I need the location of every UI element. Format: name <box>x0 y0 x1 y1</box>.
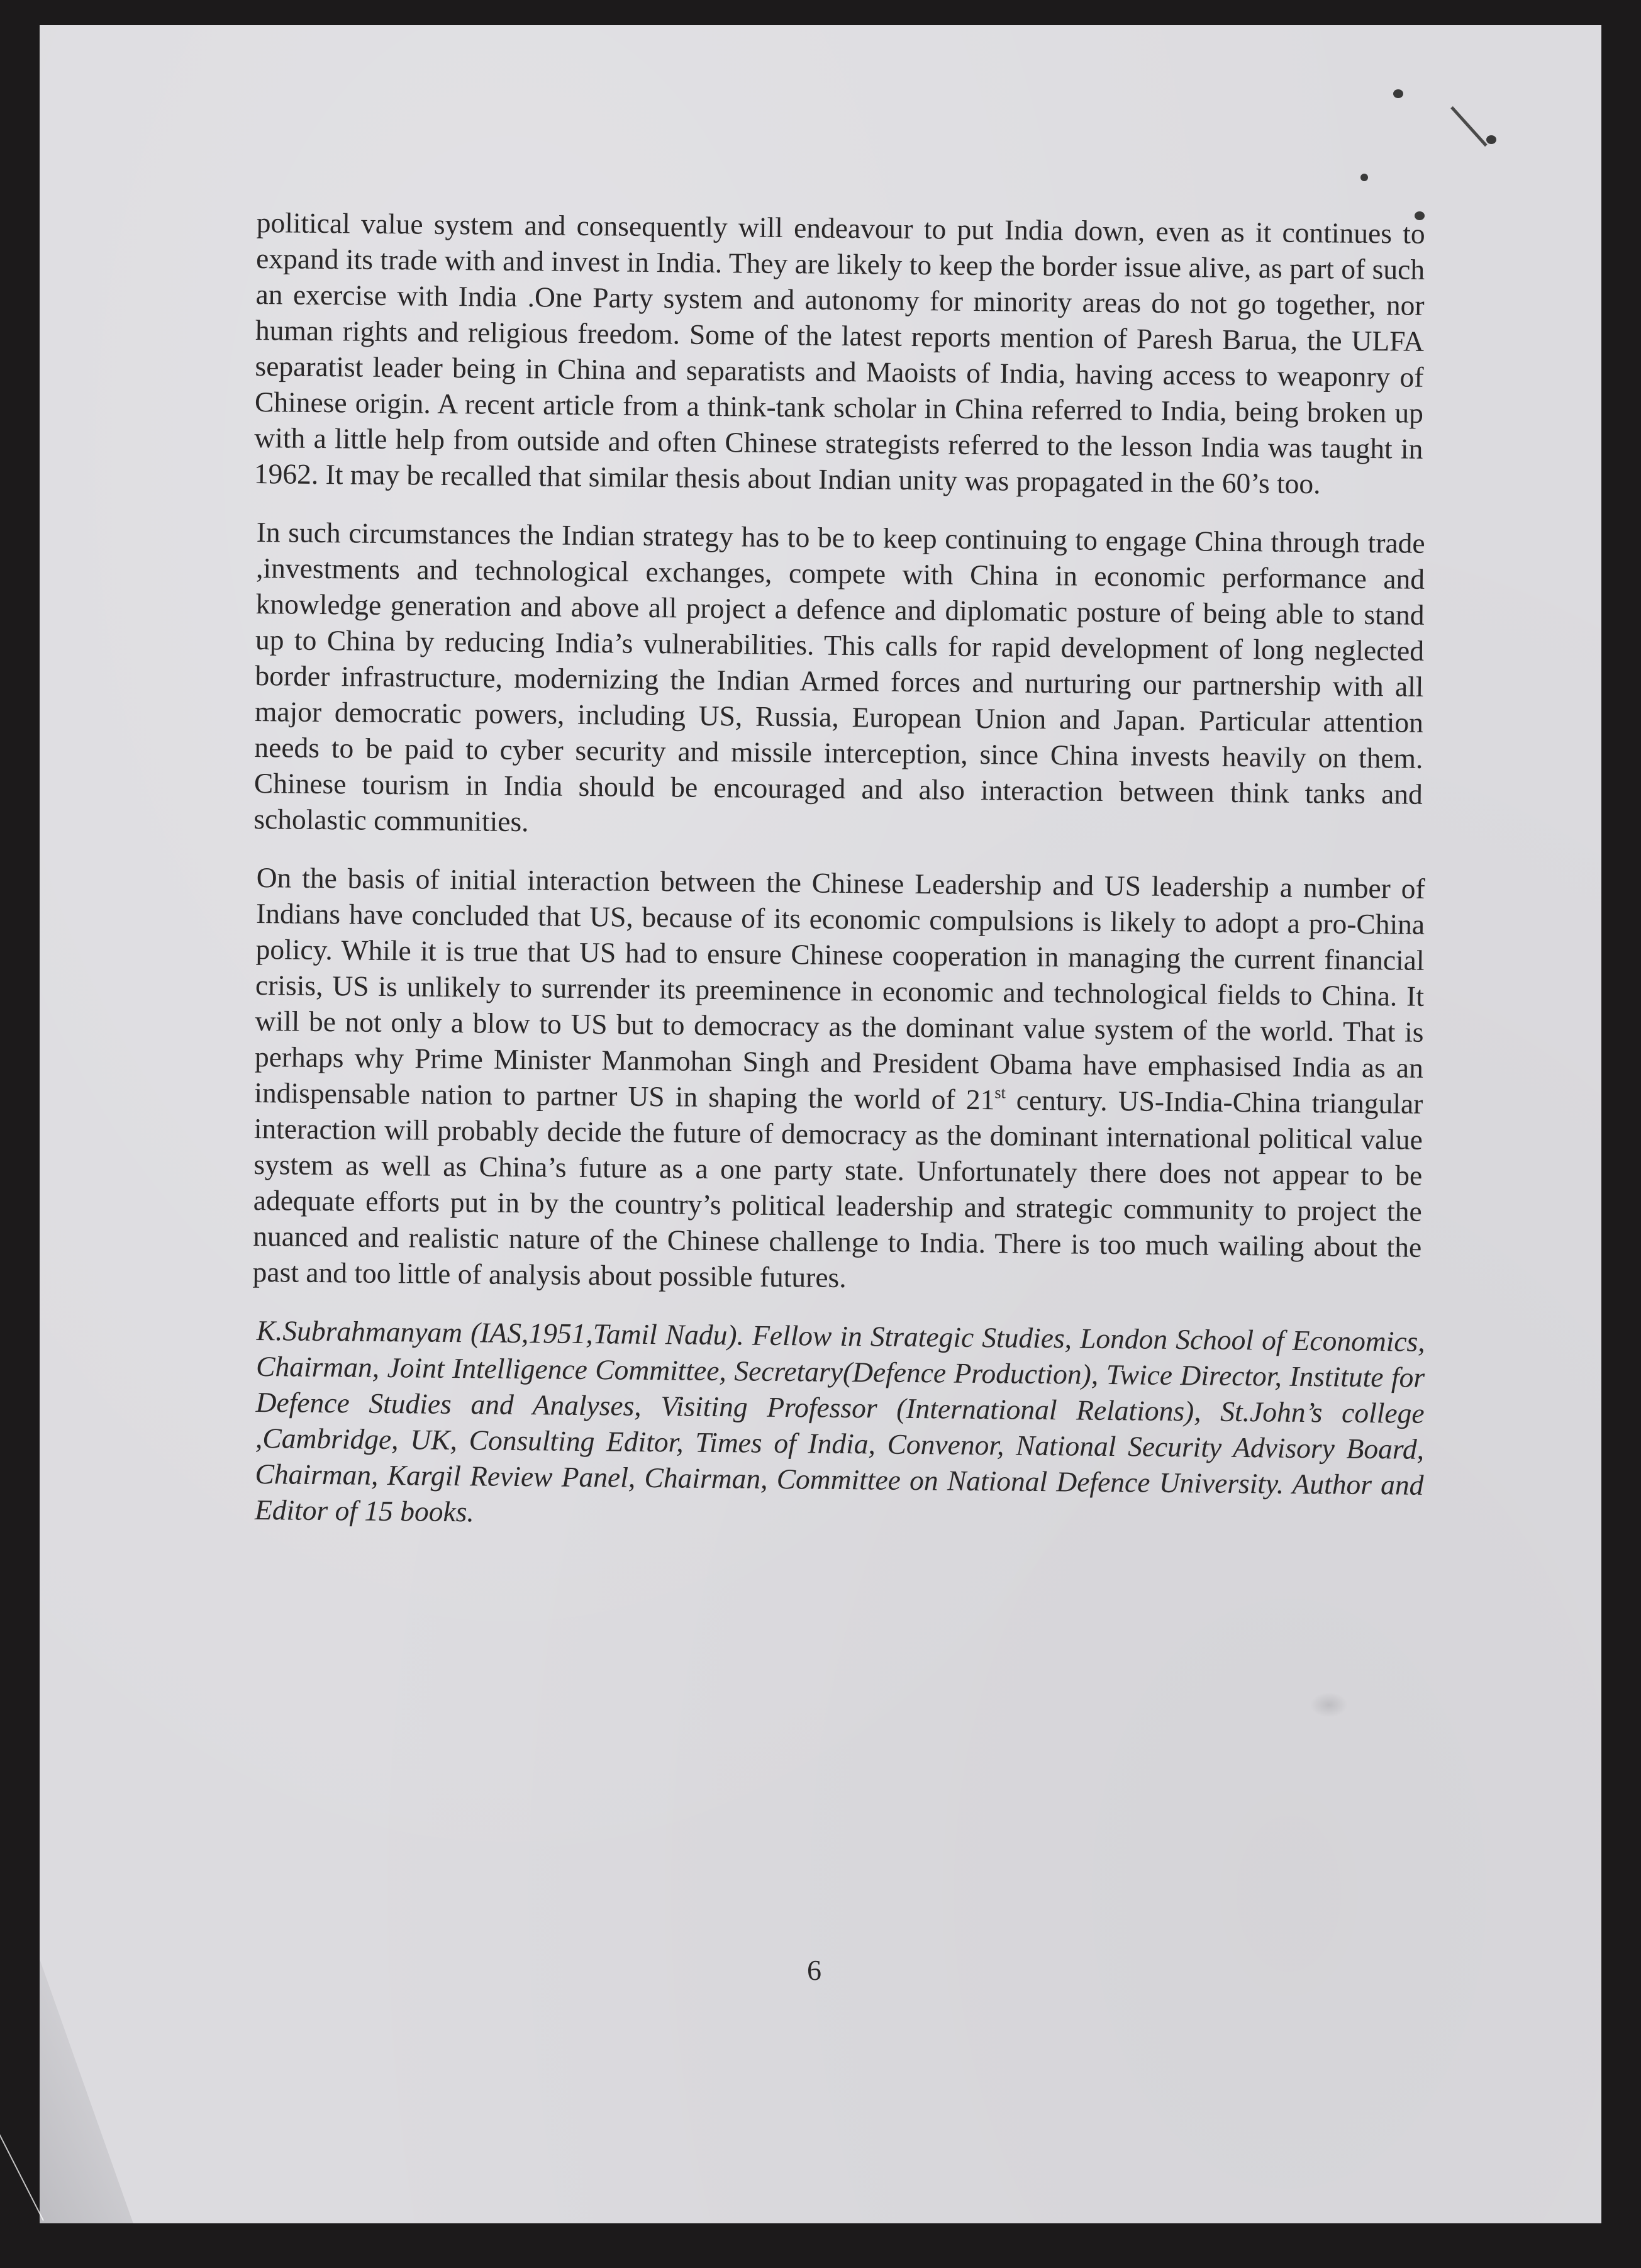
corner-fold-shadow <box>40 1959 191 2223</box>
paragraph-3-text-end: century. US-India-China triangular interaction will probably decide the future of democracy as the dominant international political value system as well as China’s future as a one party state. Unfortunately there does not appear to be adequate efforts put in by the country’s political leadership and strategic community to project the nuanced and realistic nature of the Chinese challenge to India. There is too much wailing about the past and too little of analysis about possible futures. <box>252 1083 1423 1294</box>
ordinal-superscript: st <box>994 1083 1006 1102</box>
page-number: 6 <box>807 1954 821 1986</box>
document-body <box>252 204 1425 1550</box>
scanned-page <box>40 25 1601 2223</box>
paragraph-3-text-start: On the basis of initial interaction between the Chinese Leadership and US leadership a number of Indians have concluded that US, because of its economic compulsions is likely to adopt a pro-China policy. While it is true that US had to ensure Chinese cooperation in managing the current financial crisis, US is unlikely to surrender its preeminence in economic and technological fields to China. It will be not only a blow to US but to democracy as the dominant value system of the world. That is perhaps why Prime Minister Manmohan Singh and President Obama have emphasised India as an indispensable nation to partner US in shaping the world of 21 <box>254 861 1425 1116</box>
corner-fold-crease <box>0 1974 44 2221</box>
paragraph-2: In such circumstances the Indian strategy has to be to keep continuing to engage China through trade ,investments and technological exchanges, compete with China in economic performance and knowledge generation and above all project a defence and diplomatic posture of being able to stand up to China by reducing India’s vulnerabilities. This calls for rapid development of long neglected border infrastructure, modernizing the Indian Armed forces and nurturing our partnership with all major democratic powers, including US, Russia, European Union and Japan. Particular attention needs to be paid to cyber security and missile interception, since China invests heavily on them. Chinese tourism in India should be encouraged and also interaction between think tanks and scholastic communities. <box>253 515 1425 838</box>
staple-hole-icon <box>1360 174 1368 181</box>
staple-mark-icon <box>1450 106 1488 147</box>
author-bio: K.Subrahmanyam (IAS,1951,Tamil Nadu). Fellow in Strategic Studies, London School of Economics, Chairman, Joint Intelligence Committee, Secretary(Defence Production), Twice Director, Institute for Defence Studies and Analyses, Visiting Professor (International Relations), St.John’s college ,Cambridge, UK, Consulting Editor, Times of India, Convenor, National Security Advisory Board, Chairman, Kargil Review Panel, Chairman, Committee on National Defence University. Author and Editor of 15 books. <box>254 1314 1425 1528</box>
ink-smudge <box>1310 1692 1348 1718</box>
paragraph-3 <box>252 859 1425 1301</box>
staple-hole-icon <box>1486 135 1496 144</box>
paragraph-1: political value system and consequently will endeavour to put India down, even as it continues to expand its trade with and invest in India. They are likely to keep the border issue alive, as part of such an exercise with India .One Party system and autonomy for minority areas do not go together, nor human rights and religious freedom. Some of the latest reports mention of Paresh Barua, the ULFA separatist leader being in China and separatists and Maoists of India, having access to weaponry of Chinese origin. A recent article from a think-tank scholar in China referred to India, being broken up with a little help from outside and often Chinese strategists referred to the lesson India was taught in 1962. It may be recalled that similar thesis about Indian unity was propagated in the 60’s too. <box>253 206 1425 500</box>
staple-hole-icon <box>1393 89 1403 98</box>
